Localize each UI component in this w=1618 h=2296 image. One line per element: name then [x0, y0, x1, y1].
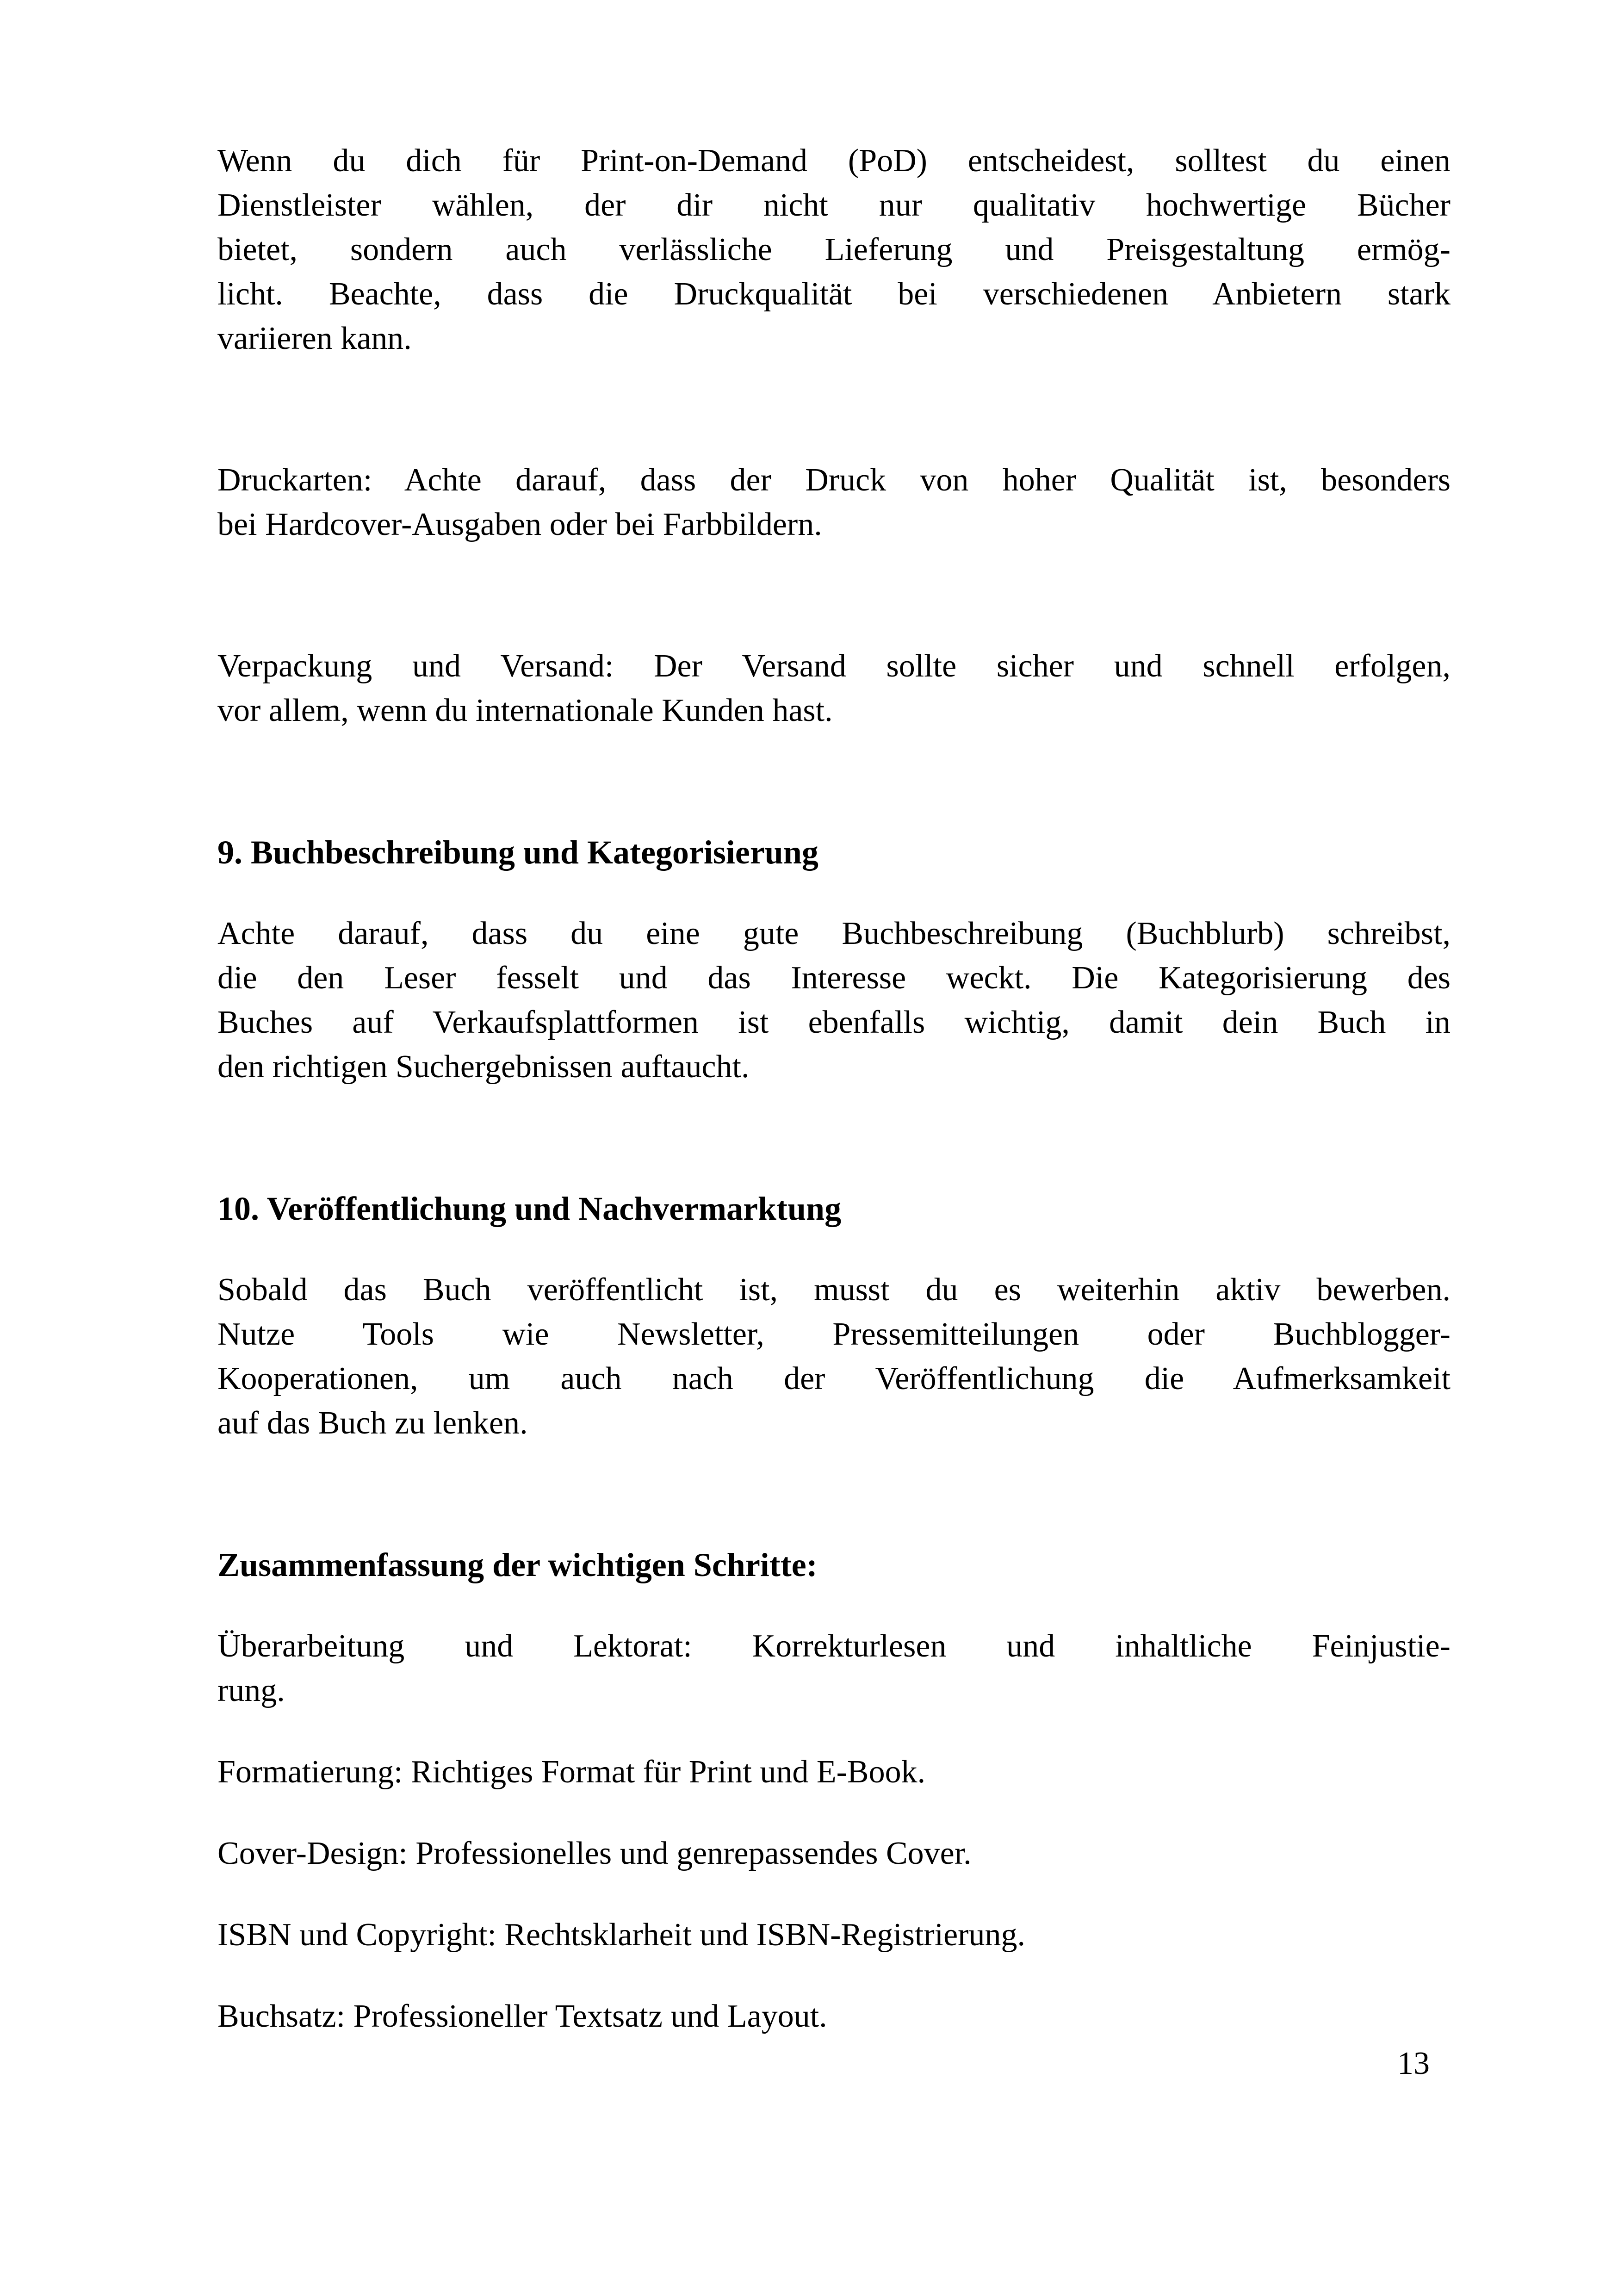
text-line: Formatierung: Richtiges Format für Print und E-Book. [217, 1754, 926, 1790]
text-line: bietet, sondern auch verlässliche Lieferung und Preisgestaltung ermög- [217, 232, 1451, 267]
paragraph-pod [217, 139, 1451, 361]
text-line: Buches auf Verkaufsplattformen ist ebenfalls wichtig, damit dein Buch in [217, 1005, 1451, 1040]
text-line: Verpackung und Versand: Der Versand sollte sicher und schnell erfolgen, [217, 648, 1451, 684]
page-number: 13 [1397, 2046, 1430, 2081]
section-heading-9: 9. Buchbeschreibung und Kategorisierung [217, 834, 818, 871]
text-line: Nutze Tools wie Newsletter, Pressemitteilungen oder Buchblogger- [217, 1316, 1451, 1352]
text-line: Überarbeitung und Lektorat: Korrekturlesen und inhaltliche Feinjustie- [217, 1628, 1451, 1664]
list-item-isbn [217, 1913, 1451, 1957]
list-item-cover-design [217, 1831, 1451, 1876]
section-heading-10: 10. Veröffentlichung und Nachvermarktung [217, 1190, 842, 1227]
text-line: Cover-Design: Professionelles und genrepassendes Cover. [217, 1836, 972, 1871]
list-item-ueberarbeitung [217, 1624, 1451, 1713]
list-item-buchsatz [217, 1994, 1451, 2039]
paragraph-druckarten [217, 458, 1451, 547]
text-line: rung. [217, 1673, 285, 1708]
text-line: Dienstleister wählen, der dir nicht nur qualitativ hochwertige Bücher [217, 187, 1451, 223]
text-line: ISBN und Copyright: Rechtsklarheit und ISBN-Registrierung. [217, 1917, 1025, 1953]
text-line: Wenn du dich für Print-on-Demand (PoD) entscheidest, solltest du einen [217, 143, 1451, 179]
text-line: Druckarten: Achte darauf, dass der Druck von hoher Qualität ist, besonders [217, 462, 1451, 498]
text-line: vor allem, wenn du internationale Kunden hast. [217, 693, 833, 728]
paragraph-buchbeschreibung [217, 912, 1451, 1089]
summary-heading: Zusammenfassung der wichtigen Schritte: [217, 1546, 818, 1583]
paragraph-veroeffentlichung [217, 1268, 1451, 1446]
text-content [217, 139, 1451, 2076]
paragraph-verpackung [217, 644, 1451, 733]
text-line: den richtigen Suchergebnissen auftaucht. [217, 1049, 750, 1085]
text-line: auf das Buch zu lenken. [217, 1405, 528, 1441]
list-item-formatierung [217, 1750, 1451, 1794]
text-line: Kooperationen, um auch nach der Veröffentlichung die Aufmerksamkeit [217, 1361, 1451, 1396]
text-line: Buchsatz: Professioneller Textsatz und Layout. [217, 1998, 827, 2034]
text-line: die den Leser fesselt und das Interesse weckt. Die Kategorisierung des [217, 960, 1451, 996]
text-line: Sobald das Buch veröffentlicht ist, musst du es weiterhin aktiv bewerben. [217, 1272, 1451, 1308]
text-line: bei Hardcover-Ausgaben oder bei Farbbildern. [217, 507, 822, 542]
text-line: variieren kann. [217, 321, 412, 356]
text-line: Achte darauf, dass du eine gute Buchbeschreibung (Buchblurb) schreibst, [217, 916, 1451, 951]
text-line: licht. Beachte, dass die Druckqualität bei verschiedenen Anbietern stark [217, 276, 1451, 312]
